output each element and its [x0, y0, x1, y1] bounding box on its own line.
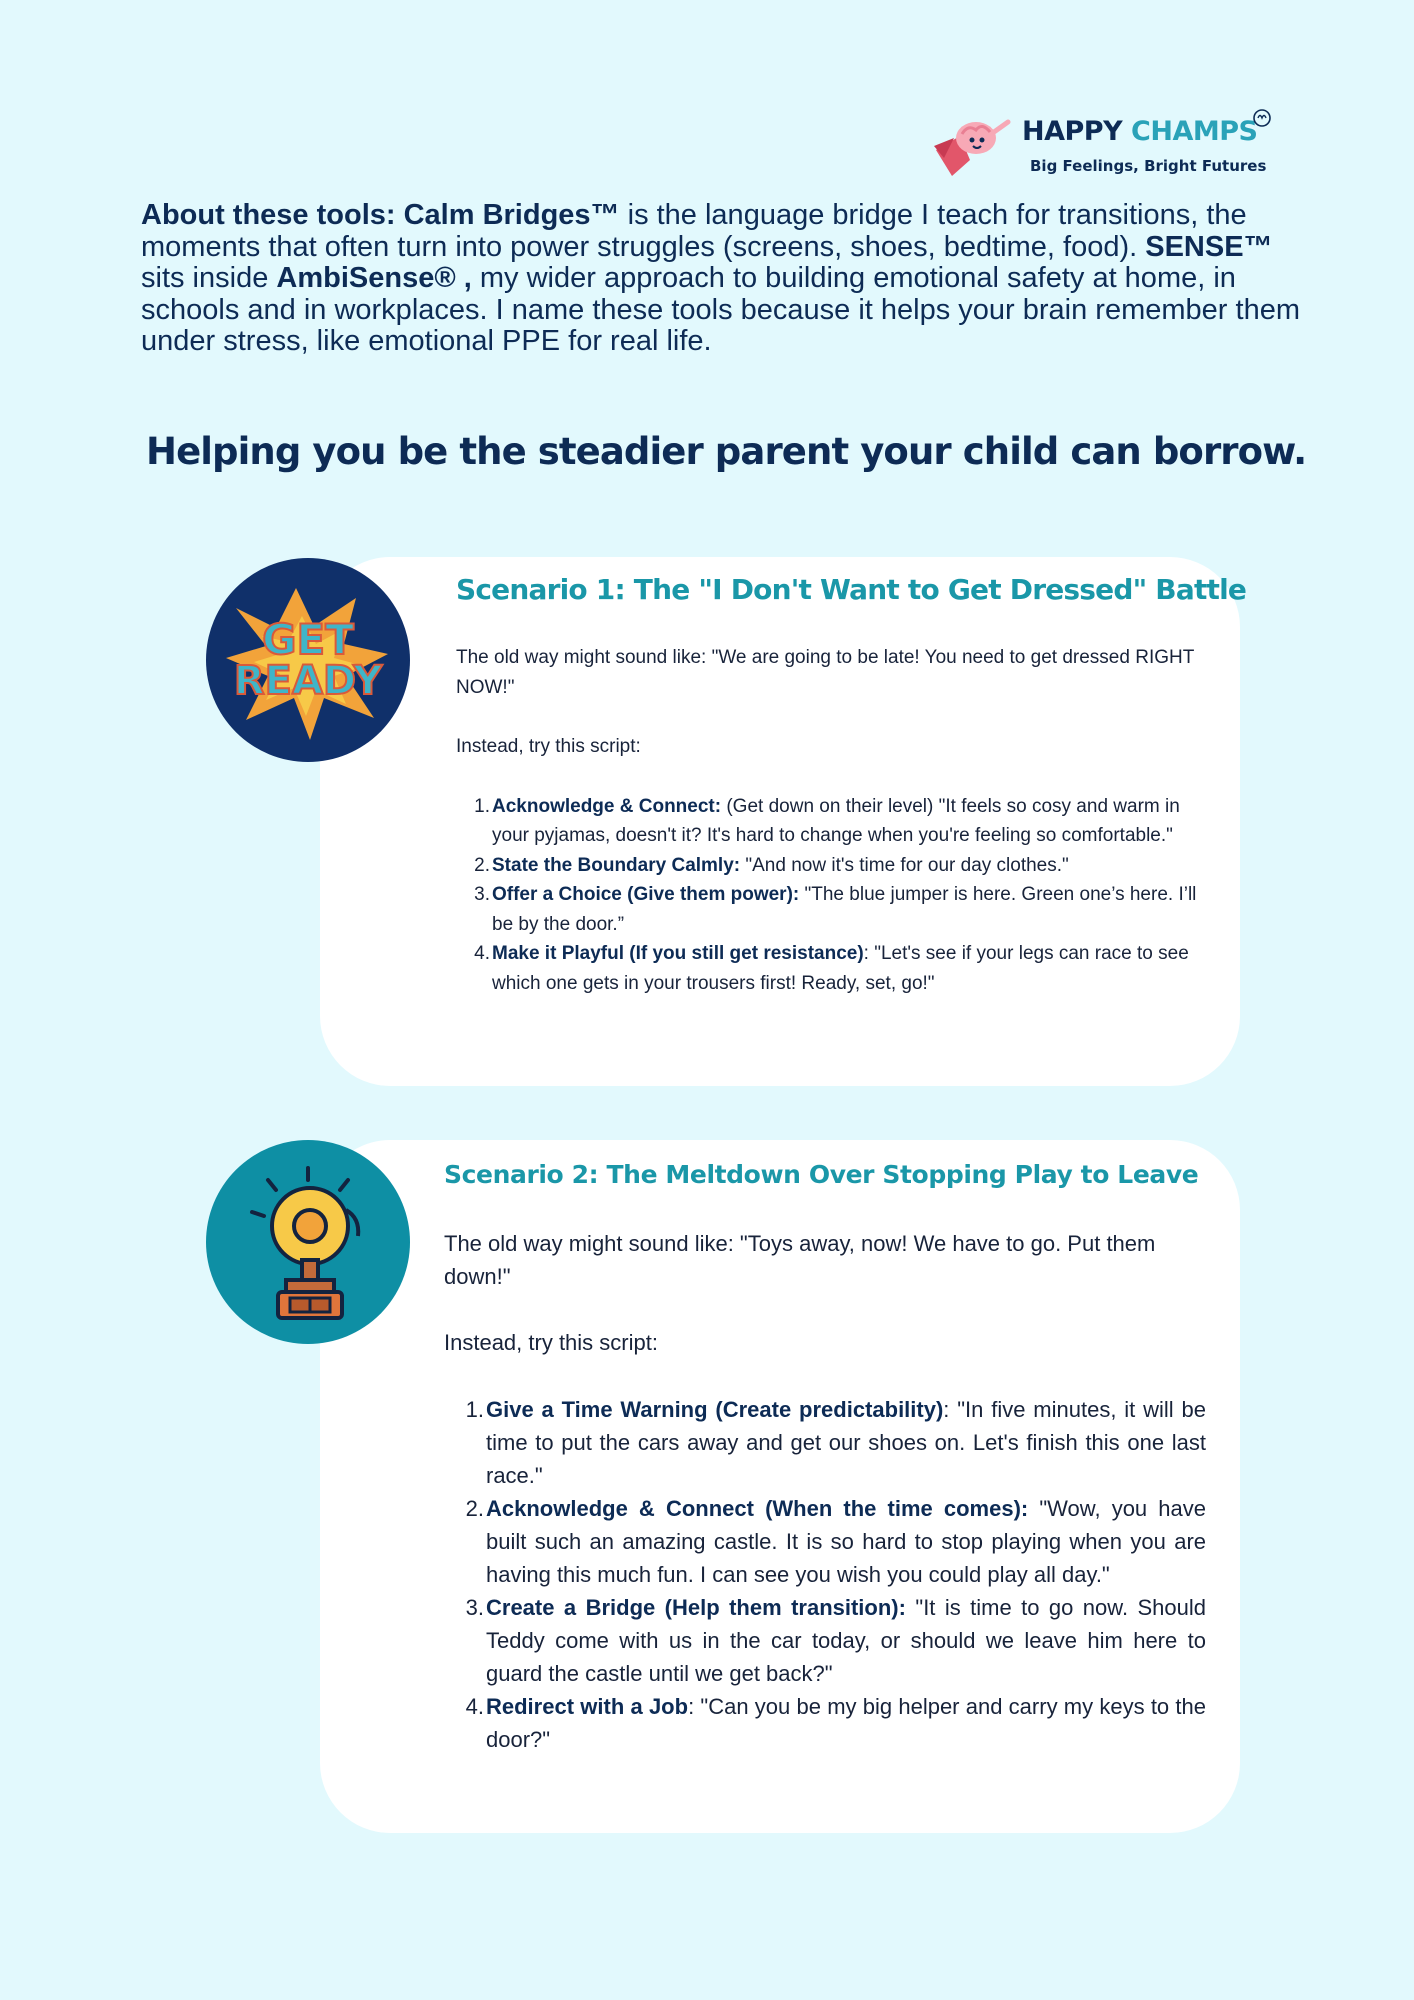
scenario-2-step: 4. Redirect with a Job: "Can you be my big helper and carry my keys to the door?"	[465, 1694, 1206, 1752]
intro-text-3: my wider approach to building emotional safety at home, in schools and in workplaces. I name these tools because it helps your brain remember them under stress, like emotional PPE for real life.	[141, 262, 1300, 357]
scenario-2-step: 2. Acknowledge & Connect (When the time comes): "Wow, you have built such an amazing castle. It is so hard to stop playing when you are having this much fun. I can see you wish you could play all day."	[465, 1496, 1206, 1587]
brand-name	[1022, 116, 1257, 147]
page-headline: Helping you be the steadier parent your child can borrow.	[146, 430, 1307, 473]
alarm-bell-icon	[206, 1140, 410, 1344]
get-ready-text-get: GET	[262, 615, 354, 664]
step-label: Give a Time Warning (Create predictability)	[486, 1397, 944, 1422]
brand-tagline: Big Feelings, Bright Futures	[1030, 157, 1267, 175]
scenario-1-old-way: The old way might sound like: "We are going to be late! You need to get dressed RIGHT NOW!"	[456, 647, 1194, 698]
scenario-2-steps	[444, 1393, 1206, 1756]
scenario-2-step: 3. Create a Bridge (Help them transition): "It is time to go now. Should Teddy come with us in the car today, or should we leave him here to guard the castle until we get back?"	[465, 1595, 1206, 1686]
brain-badge-icon	[1252, 108, 1272, 128]
brand-name-happy: HAPPY	[1022, 116, 1123, 147]
scenario-1-step: 2. State the Boundary Calmly: "And now it's time for our day clothes."	[474, 854, 1069, 876]
scenario-2-body	[444, 1227, 1206, 1756]
step-text: : "Let's see if your legs can race to see which one gets in your trousers first! Ready, set, go!"	[492, 943, 1189, 994]
scenario-1-body	[456, 643, 1204, 998]
scenario-2-instead: Instead, try this script:	[444, 1330, 658, 1355]
intro-label: About these tools:	[141, 199, 396, 231]
step-label: State the Boundary Calmly:	[492, 854, 741, 876]
step-label: Redirect with a Job	[486, 1694, 689, 1719]
ambisense-name: AmbiSense® ,	[276, 262, 472, 294]
superhero-brain-icon	[930, 110, 1020, 182]
get-ready-text-ready: READY	[233, 658, 383, 704]
calm-bridges-name: Calm Bridges™	[403, 199, 620, 231]
step-label: Offer a Choice (Give them power):	[492, 884, 800, 905]
step-label: Create a Bridge (Help them transition):	[486, 1595, 906, 1620]
step-text: : "In five minutes, it will be time to put the cars away and get our shoes on. Let's finish this one last race."	[486, 1397, 1206, 1488]
intro-text-2: sits inside	[141, 262, 277, 294]
scenario-2-old-way: The old way might sound like: "Toys away, now! We have to go. Put them down!"	[444, 1231, 1156, 1289]
step-text: "It is time to go now. Should Teddy come with us in the car today, or should we leave him here to guard the castle until we get back?"	[486, 1595, 1206, 1686]
step-text: "And now it's time for our day clothes."	[740, 854, 1069, 876]
scenario-1-title: Scenario 1: The "I Don't Want to Get Dressed" Battle	[456, 573, 1247, 606]
step-text: "Wow, you have built such an amazing castle. It is so hard to stop playing when you are having this much fun. I can see you wish you could play all day."	[486, 1496, 1206, 1587]
scenario-1-steps	[456, 792, 1204, 999]
scenario-1-step: 4. Make it Playful (If you still get resistance): "Let's see if your legs can race to see which one gets in your trousers first! Ready, set, go!"	[474, 943, 1189, 994]
intro-text-1: is the language bridge I teach for transitions, the moments that often turn into power struggles (screens, shoes, bedtime, food).	[141, 199, 1247, 263]
scenario-1-step: 1. Acknowledge & Connect: (Get down on their level) "It feels so cosy and warm in your pyjamas, doesn't it? It's hard to change when you're feeling so comfortable."	[474, 795, 1180, 846]
sense-name: SENSE™	[1145, 230, 1273, 263]
brand-logo	[930, 106, 1280, 186]
scenario-2-step: 1. Give a Time Warning (Create predictability): "In five minutes, it will be time to put the cars away and get our shoes on. Let's finish this one last race."	[465, 1397, 1206, 1488]
get-ready-icon	[206, 558, 410, 762]
intro-paragraph	[141, 200, 1301, 358]
step-text: : "Can you be my big helper and carry my keys to the door?"	[486, 1694, 1206, 1752]
scenario-2-title: Scenario 2: The Meltdown Over Stopping Play to Leave	[444, 1160, 1199, 1189]
step-label: Acknowledge & Connect (When the time comes):	[486, 1496, 1029, 1521]
scenario-1-instead: Instead, try this script:	[456, 736, 641, 757]
step-text: "The blue jumper is here. Green one’s here. I’ll be by the door.”	[492, 884, 1197, 935]
step-label: Acknowledge & Connect:	[492, 795, 722, 817]
step-text: (Get down on their level) "It feels so cosy and warm in your pyjamas, doesn't it? It's hard to change when you're feeling so comfortable."	[492, 795, 1180, 846]
scenario-1-step: 3. Offer a Choice (Give them power): "The blue jumper is here. Green one’s here. I’ll be by the door.”	[474, 884, 1197, 935]
step-label: Make it Playful (If you still get resistance)	[492, 943, 864, 964]
brand-name-champs: CHAMPS	[1131, 116, 1258, 147]
